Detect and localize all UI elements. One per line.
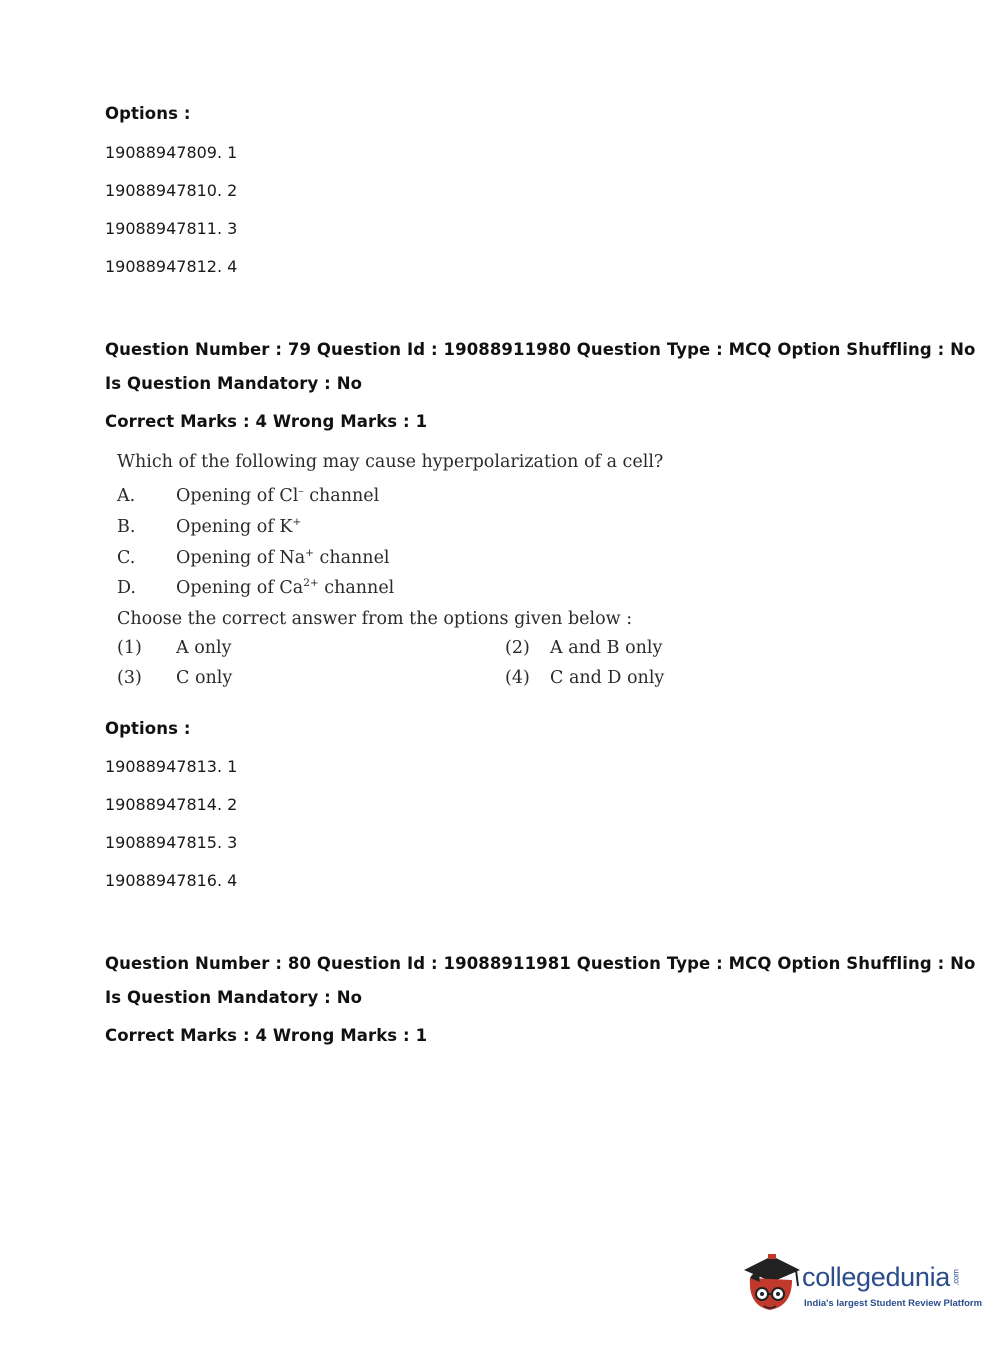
- choice-text: C and D only: [550, 668, 665, 688]
- statement-letter: C.: [117, 548, 136, 568]
- logo-suffix: .com: [951, 1269, 961, 1286]
- choice-number: (3): [117, 668, 142, 688]
- question-mandatory: Is Question Mandatory : No: [105, 374, 363, 393]
- statement-text: Opening of K+: [176, 516, 302, 537]
- choice-number: (2): [505, 638, 530, 658]
- option-item: 19088947815. 3: [105, 833, 238, 852]
- option-item: 19088947813. 1: [105, 757, 238, 776]
- choice-text: C only: [176, 668, 233, 688]
- question-instruction: Choose the correct answer from the options given below :: [117, 609, 633, 629]
- option-item: 19088947809. 1: [105, 143, 238, 162]
- option-item: 19088947812. 4: [105, 257, 238, 276]
- statement-text: Opening of Na+ channel: [176, 547, 390, 568]
- question-mandatory: Is Question Mandatory : No: [105, 988, 363, 1007]
- question-marks: Correct Marks : 4 Wrong Marks : 1: [105, 412, 428, 431]
- option-item: 19088947810. 2: [105, 181, 238, 200]
- mascot-icon: [740, 1248, 802, 1318]
- collegedunia-logo: [740, 1248, 983, 1320]
- option-item: 19088947816. 4: [105, 871, 238, 890]
- options-label: Options :: [105, 719, 191, 738]
- choice-text: A and B only: [550, 638, 663, 658]
- question-header: Question Number : 79 Question Id : 19088911980 Question Type : MCQ Option Shuffling : No: [105, 340, 976, 359]
- option-item: 19088947811. 3: [105, 219, 238, 238]
- logo-name: collegedunia: [802, 1262, 951, 1292]
- options-label: Options :: [105, 104, 191, 123]
- question-stem: Which of the following may cause hyperpolarization of a cell?: [117, 452, 664, 472]
- option-item: 19088947814. 2: [105, 795, 238, 814]
- choice-text: A only: [176, 638, 232, 658]
- question-marks: Correct Marks : 4 Wrong Marks : 1: [105, 1026, 428, 1045]
- statement-letter: A.: [117, 486, 136, 506]
- question-header: Question Number : 80 Question Id : 19088911981 Question Type : MCQ Option Shuffling : No: [105, 954, 976, 973]
- statement-letter: B.: [117, 517, 136, 537]
- statement-letter: D.: [117, 578, 136, 598]
- choice-number: (4): [505, 668, 530, 688]
- statement-text: Opening of $Ca^{2+}$ channel: [176, 577, 395, 598]
- logo-tagline: India's largest Student Review Platform: [804, 1298, 983, 1309]
- choice-number: (1): [117, 638, 142, 658]
- statement-text: Opening of Cl– channel: [176, 485, 380, 506]
